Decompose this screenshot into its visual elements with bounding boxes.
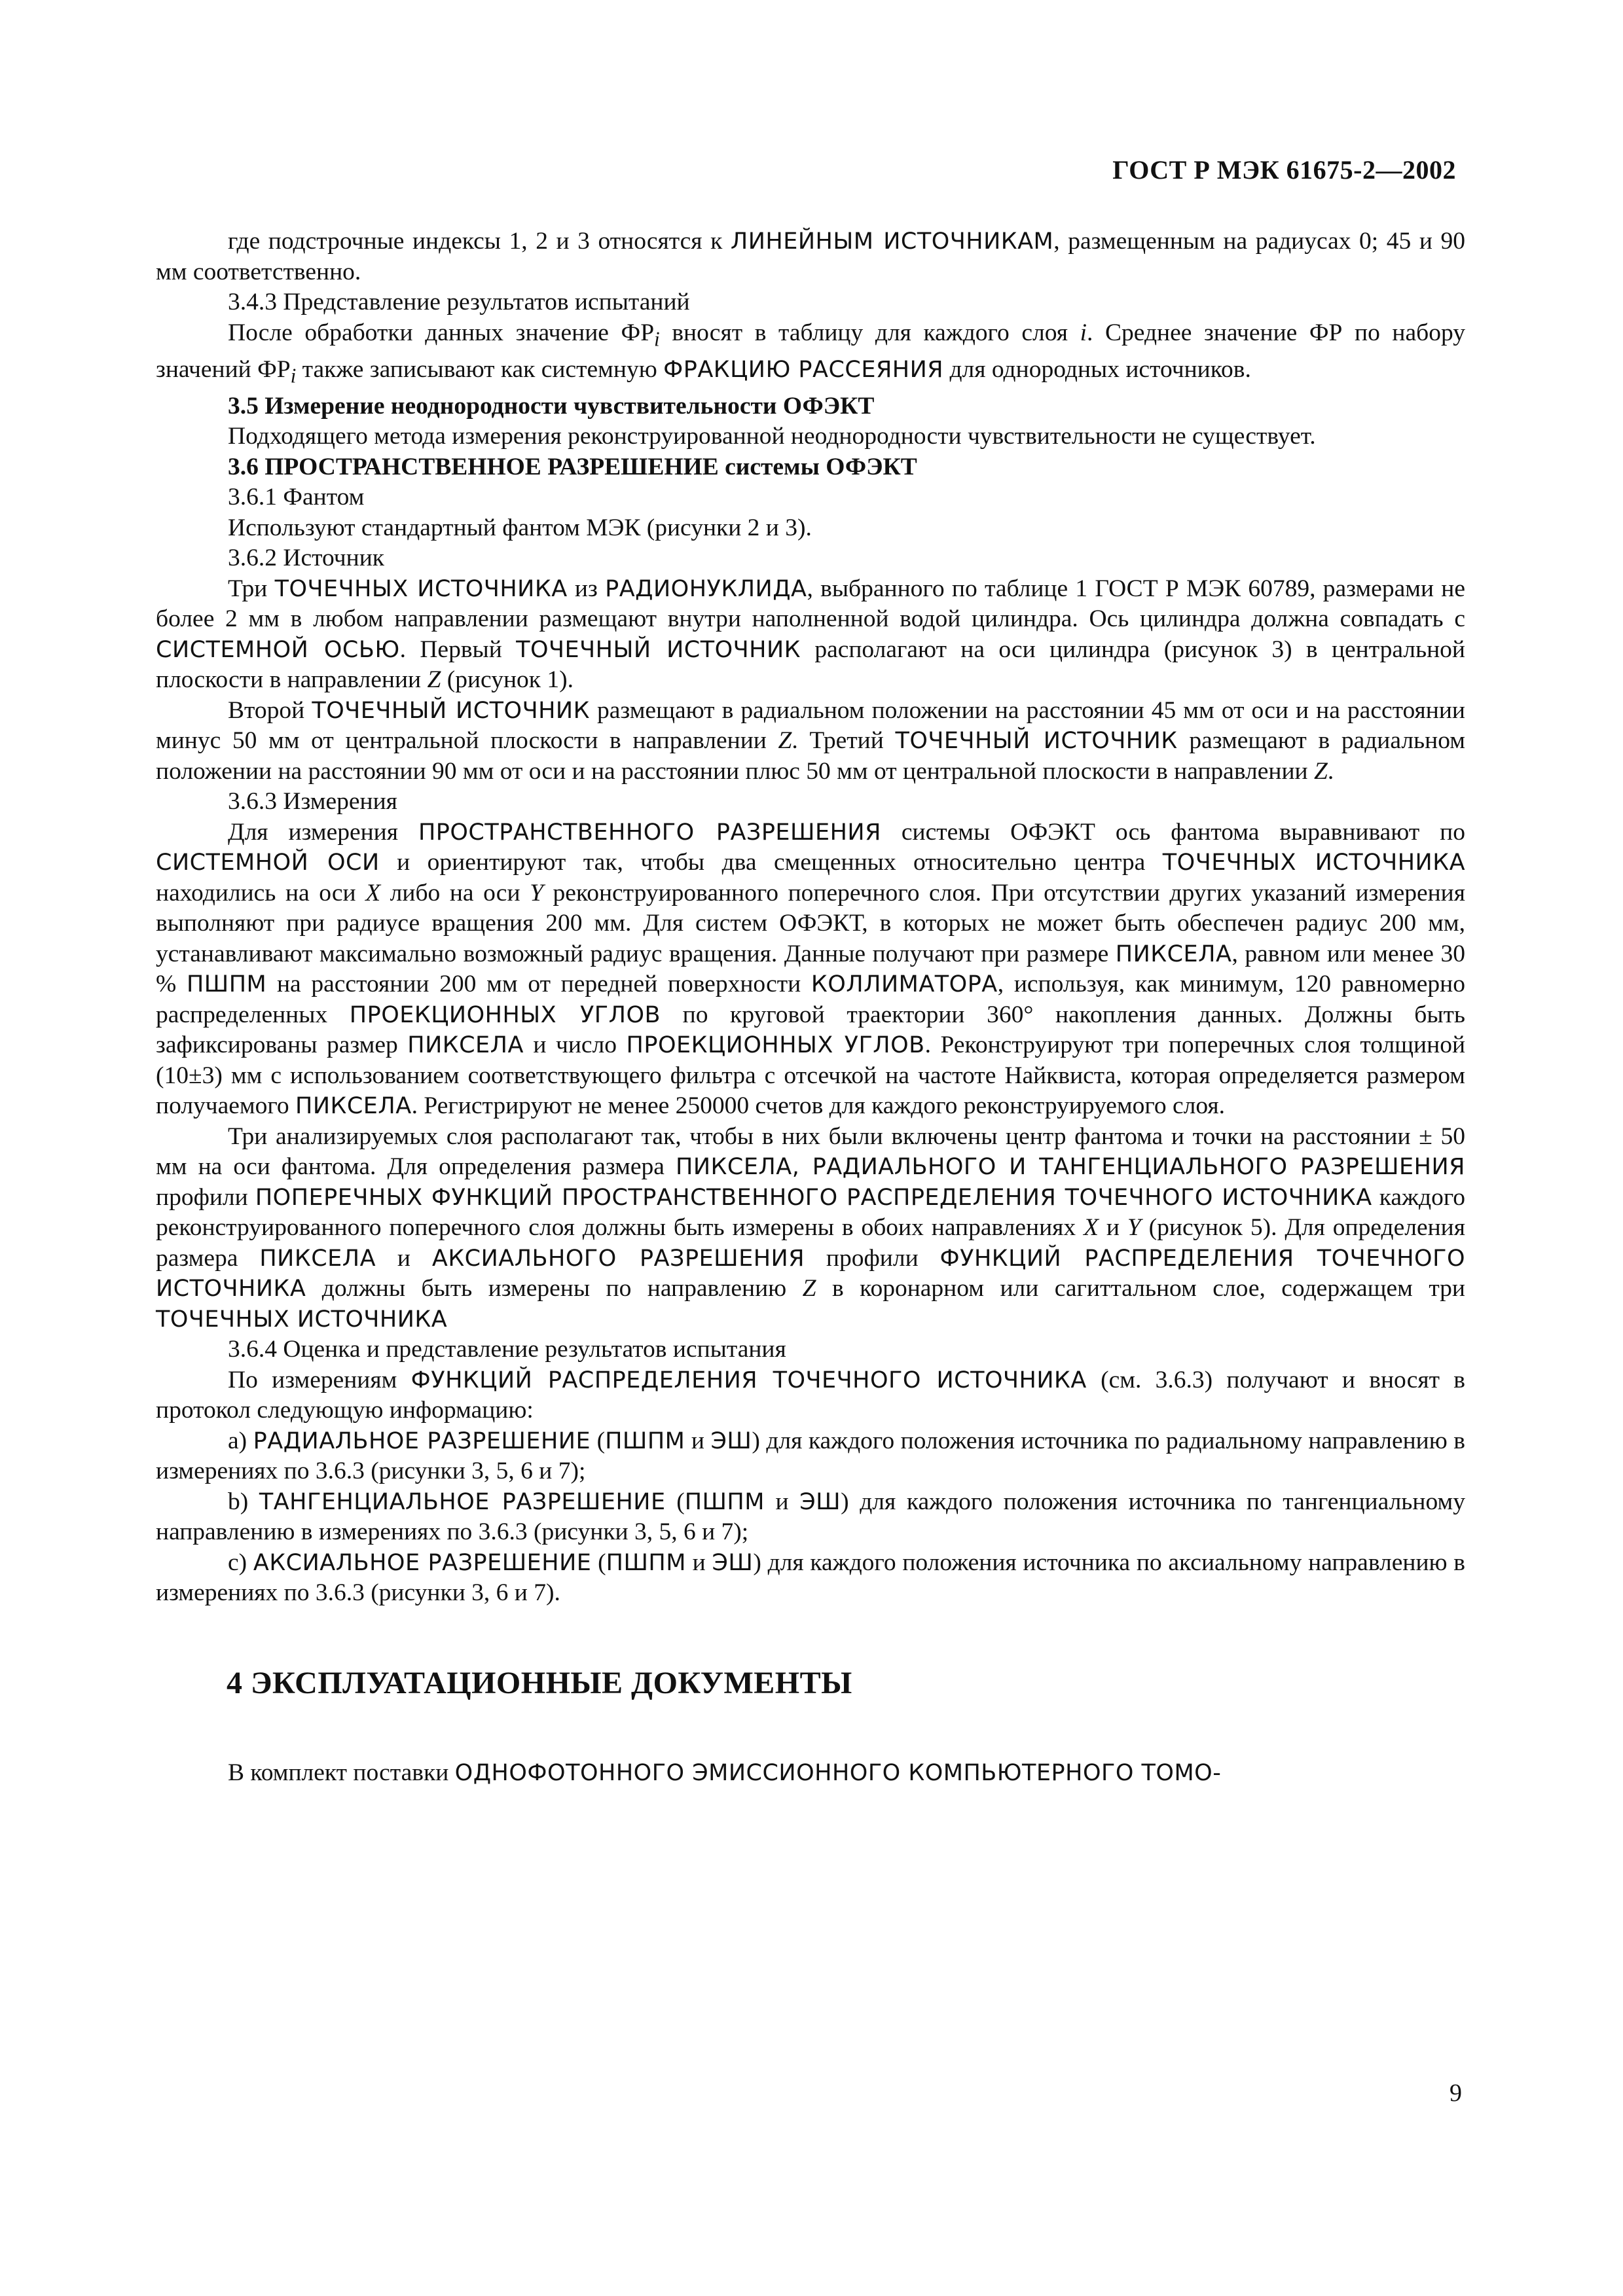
italic-symbol: Z: [427, 666, 441, 693]
text-run: профили: [156, 1183, 255, 1211]
paragraph-p6: [156, 452, 1465, 483]
term-smallcaps: ЛИНЕЙНЫМ ИСТОЧНИКАМ: [730, 228, 1054, 255]
text-run: . Реконструируют три поперечных слоя толщиной (10±3) мм с использованием соответствующего фильтра с отсечкой на частоте Найквиста, которая определяется размером получаемого: [156, 1031, 1466, 1119]
text-run: (см. 3.6.3) получают и вносят в протокол следующую информацию:: [156, 1366, 1465, 1424]
text-run: ) для каждого положения источника по аксиальному направлению в измерениях по 3.6.3 (рисунки 3, 6 и 7).: [156, 1549, 1465, 1606]
text-run: для однородных источников.: [943, 355, 1251, 383]
text-run: и: [685, 1427, 711, 1454]
text-run: и: [1099, 1214, 1127, 1241]
text-run: , равном или менее 30 %: [156, 940, 1465, 997]
section-heading: 4 ЭКСПЛУАТАЦИОННЫЕ ДОКУМЕНТЫ: [227, 1665, 852, 1700]
paragraph-p10: [156, 574, 1465, 696]
paragraph-list: [156, 226, 1465, 1609]
text-run: 3.6.2 Источник: [228, 545, 384, 571]
italic-symbol: Y: [530, 879, 543, 906]
paragraph-p11: [156, 696, 1465, 787]
term-smallcaps: ЭШ: [710, 1427, 752, 1454]
text-run: на расстоянии 200 мм от передней поверхности: [266, 971, 811, 997]
text-run: Три: [228, 575, 275, 602]
paragraph-p4: [156, 391, 1465, 422]
text-run: размещают в радиальном положении на расстоянии 90 мм от оси и на расстоянии плюс 50 мм от центральной плоскости в направлении: [156, 727, 1465, 785]
text-run: (: [591, 1549, 606, 1576]
text-run: В комплект поставки: [228, 1759, 455, 1786]
text-run: (рисунок 1).: [441, 666, 574, 693]
standard-header: ГОСТ Р МЭК 61675-2—2002: [1112, 155, 1456, 185]
paragraph-p16: [156, 1365, 1465, 1426]
text-run: Используют стандартный фантом МЭК (рисунки 2 и 3).: [228, 514, 812, 541]
term-smallcaps: ФРАКЦИЮ РАССЕЯНИЯ: [663, 356, 944, 383]
italic-symbol: Z: [1313, 757, 1328, 785]
term-smallcaps: ПОПЕРЕЧНЫХ ФУНКЦИЙ ПРОСТРАНСТВЕННОГО РАСПРЕДЕЛЕНИЯ ТОЧЕЧНОГО ИСТОЧНИКА: [255, 1184, 1372, 1211]
text-run: c): [228, 1549, 253, 1576]
text-run: , выбранного по таблице 1 ГОСТ Р МЭК 60789, размерами не более 2 мм в любом направлении размещают внутри наполненной водой цилиндра. Ось цилиндра должна совпадать с: [156, 575, 1466, 632]
paragraph-p3: [156, 318, 1465, 391]
text-run: должны быть измерены по направлению: [306, 1275, 803, 1302]
term-smallcaps: ТАНГЕНЦИАЛЬНОЕ РАЗРЕШЕНИЕ: [259, 1488, 666, 1515]
italic-symbol: X: [1084, 1214, 1099, 1241]
text-run: либо на оси: [380, 879, 530, 906]
term-smallcaps: ПШПМ: [606, 1549, 686, 1576]
text-run: 3.6 ПРОСТРАНСТВЕННОЕ РАЗРЕШЕНИЕ системы ОФЭКТ: [228, 453, 917, 480]
term-smallcaps: ТОЧЕЧНЫЙ ИСТОЧНИК: [516, 636, 801, 663]
term-smallcaps: ФУНКЦИЙ РАСПРЕДЕЛЕНИЯ ТОЧЕЧНОГО ИСТОЧНИКА: [156, 1245, 1465, 1302]
text-run: Три анализируемых слоя располагают так, чтобы в них были включены центр фантома и точки на расстоянии ± 50 мм на оси фантома. Для определения размера: [156, 1122, 1465, 1180]
text-run: каждого реконструированного поперечного слоя должны быть измерены в обоих направлениях: [156, 1183, 1466, 1241]
paragraph-p13: [156, 817, 1465, 1122]
text-run: в коронарном или сагиттальном слое, содержащем три: [816, 1275, 1465, 1302]
paragraph-p18: [156, 1487, 1465, 1548]
term-smallcaps: ПИКСЕЛА: [1115, 941, 1232, 967]
text-run: 3.6.1 Фантом: [228, 484, 365, 511]
text-run: 3.4.3 Представление результатов испытаний: [228, 289, 690, 315]
text-run: .: [1327, 757, 1334, 785]
term-smallcaps: ПИКСЕЛА: [407, 1032, 524, 1058]
term-smallcaps: ТОЧЕЧНЫЙ ИСТОЧНИК: [895, 728, 1178, 754]
term-smallcaps: ФУНКЦИЙ РАСПРЕДЕЛЕНИЯ ТОЧЕЧНОГО ИСТОЧНИКА: [410, 1367, 1087, 1393]
text-run: и: [764, 1488, 800, 1515]
text-run: После обработки данных значение ФР: [228, 319, 655, 346]
text-run: реконструированного поперечного слоя. При отсутствии других указаний измерения выполняют при радиусе вращения 200 мм. Для систем ОФЭКТ, в которых не может быть обеспечен радиус 200 мм, устанавливают максимально возможный радиус вращения. Данные получают при размере: [156, 879, 1465, 967]
paragraph-p12: [156, 787, 1465, 817]
text-run: , используя, как минимум, 120 равномерно распределенных: [156, 971, 1465, 1028]
paragraph-p1: [156, 226, 1465, 287]
text-run: Для измерения: [228, 818, 418, 846]
text-run: a): [228, 1427, 253, 1454]
text-run: также записывают как системную: [296, 355, 664, 383]
term-smallcaps: ЭШ: [712, 1549, 754, 1576]
italic-symbol: i: [1080, 319, 1087, 346]
term-smallcaps: АКСИАЛЬНОГО РАЗРЕШЕНИЯ: [431, 1245, 805, 1272]
term-smallcaps: АКСИАЛЬНОЕ РАЗРЕШЕНИЕ: [253, 1549, 592, 1576]
body-text: [156, 226, 1465, 1788]
text-run: . Регистрируют не менее 250000 счетов для каждого реконструируемого слоя.: [411, 1092, 1226, 1119]
italic-symbol: Z: [778, 727, 792, 754]
italic-symbol: Y: [1127, 1214, 1141, 1241]
text-run: b): [228, 1488, 259, 1515]
text-run: Второй: [228, 696, 312, 724]
term-smallcaps: КОЛЛИМАТОРА: [811, 971, 998, 997]
term-smallcaps: ПШПМ: [605, 1427, 685, 1454]
text-run: по круговой траектории 360° накопления данных. Должны быть зафиксированы размер: [156, 1001, 1466, 1058]
text-run: (: [591, 1427, 606, 1454]
term-smallcaps: ТОЧЕЧНЫХ ИСТОЧНИКА: [1162, 850, 1466, 876]
paragraph-p19: [156, 1548, 1465, 1609]
text-run: Подходящего метода измерения реконструированной неоднородности чувствительности не существует.: [228, 423, 1316, 450]
term-smallcaps: ПШПМ: [186, 971, 267, 997]
text-run: системы ОФЭКТ ось фантома выравнивают по: [881, 818, 1465, 846]
paragraph-p15: [156, 1335, 1465, 1365]
text-run: 3.5 Измерение неоднородности чувствительности ОФЭКТ: [228, 392, 875, 420]
paragraph-p9: [156, 543, 1465, 574]
term-smallcaps: ПШПМ: [684, 1488, 765, 1515]
text-run: ) для каждого положения источника по тангенциальному направлению в измерениях по 3.6.3 (рисунки 3, 5, 6 и 7);: [156, 1488, 1465, 1545]
text-run: находились на оси: [156, 879, 366, 906]
term-smallcaps: ЭШ: [799, 1488, 841, 1515]
term-smallcaps: ПИКСЕЛА: [259, 1245, 376, 1272]
paragraph-p5: [156, 422, 1465, 452]
text-run: располагают на оси цилиндра (рисунок 3) в центральной плоскости в направлении: [156, 636, 1465, 693]
text-run: 3.6.4 Оценка и представление результатов испытания: [228, 1336, 786, 1363]
paragraph-p2: [156, 287, 1465, 318]
text-run: вносят в таблицу для каждого слоя: [659, 319, 1080, 346]
text-run: 3.6.3 Измерения: [228, 788, 397, 815]
subscript-index: i: [654, 327, 660, 350]
paragraph-p14: [156, 1122, 1465, 1335]
text-run: и: [376, 1244, 432, 1272]
term-smallcaps: ТОЧЕЧНЫЙ ИСТОЧНИК: [312, 697, 590, 724]
text-run: профили: [805, 1244, 940, 1272]
term-smallcaps: ТОЧЕЧНЫХ ИСТОЧНИКА: [274, 575, 568, 602]
term-smallcaps: ПИКСЕЛА, РАДИАЛЬНОГО И ТАНГЕНЦИАЛЬНОГО РАЗРЕШЕНИЯ: [676, 1154, 1465, 1180]
text-run: из: [567, 575, 606, 602]
page-number: 9: [1450, 2079, 1462, 2107]
last-paragraph: [156, 1758, 1465, 1789]
term-smallcaps: РАДИОНУКЛИДА: [605, 575, 807, 602]
paragraph-p7: [156, 482, 1465, 513]
term-smallcaps: ПИКСЕЛА: [295, 1093, 412, 1119]
term-smallcaps: РАДИАЛЬНОЕ РАЗРЕШЕНИЕ: [253, 1427, 591, 1454]
text-run: и число: [523, 1031, 627, 1058]
term-smallcaps: ПРОЕКЦИОННЫХ УГЛОВ: [626, 1032, 925, 1058]
text-run: (: [665, 1488, 685, 1515]
text-run: (рисунок 5). Для определения размера: [156, 1214, 1465, 1272]
term-smallcaps: СИСТЕМНОЙ ОСИ: [156, 850, 380, 876]
paragraph-p8: [156, 513, 1465, 544]
text-run: и ориентируют так, чтобы два смещенных относительно центра: [379, 849, 1163, 876]
text-run: . Первый: [399, 636, 517, 663]
term-smallcaps: ПРОСТРАНСТВЕННОГО РАЗРЕШЕНИЯ: [418, 819, 881, 846]
term-smallcaps: ТОЧЕЧНЫХ ИСТОЧНИКА: [156, 1306, 448, 1333]
subscript-index: i: [290, 364, 297, 387]
text-run: По измерениям: [228, 1366, 411, 1393]
term-smallcaps: СИСТЕМНОЙ ОСЬЮ: [156, 636, 400, 663]
text-run: , размещенным на радиусах 0; 45 и 90 мм соответственно.: [156, 228, 1465, 285]
text-run: . Среднее значение ФР по набору значений ФР: [156, 319, 1465, 383]
text-run: размещают в радиальном положении на расстоянии 45 мм от оси и на расстоянии минус 50 мм от центральной плоскости в направлении: [156, 696, 1465, 754]
text-run: ) для каждого положения источника по радиальному направлению в измерениях по 3.6.3 (рисунки 3, 5, 6 и 7);: [156, 1427, 1465, 1484]
term-smallcaps: ОДНОФОТОННОГО ЭМИССИОННОГО КОМПЬЮТЕРНОГО ТОМО-: [454, 1759, 1222, 1786]
text-run: . Третий: [792, 727, 896, 754]
text-run: и: [685, 1549, 712, 1576]
term-smallcaps: ПРОЕКЦИОННЫХ УГЛОВ: [349, 1001, 661, 1028]
paragraph-p17: [156, 1426, 1465, 1487]
text-run: где подстрочные индексы 1, 2 и 3 относятся к: [228, 228, 731, 255]
italic-symbol: Z: [802, 1275, 816, 1302]
italic-symbol: X: [365, 879, 381, 906]
